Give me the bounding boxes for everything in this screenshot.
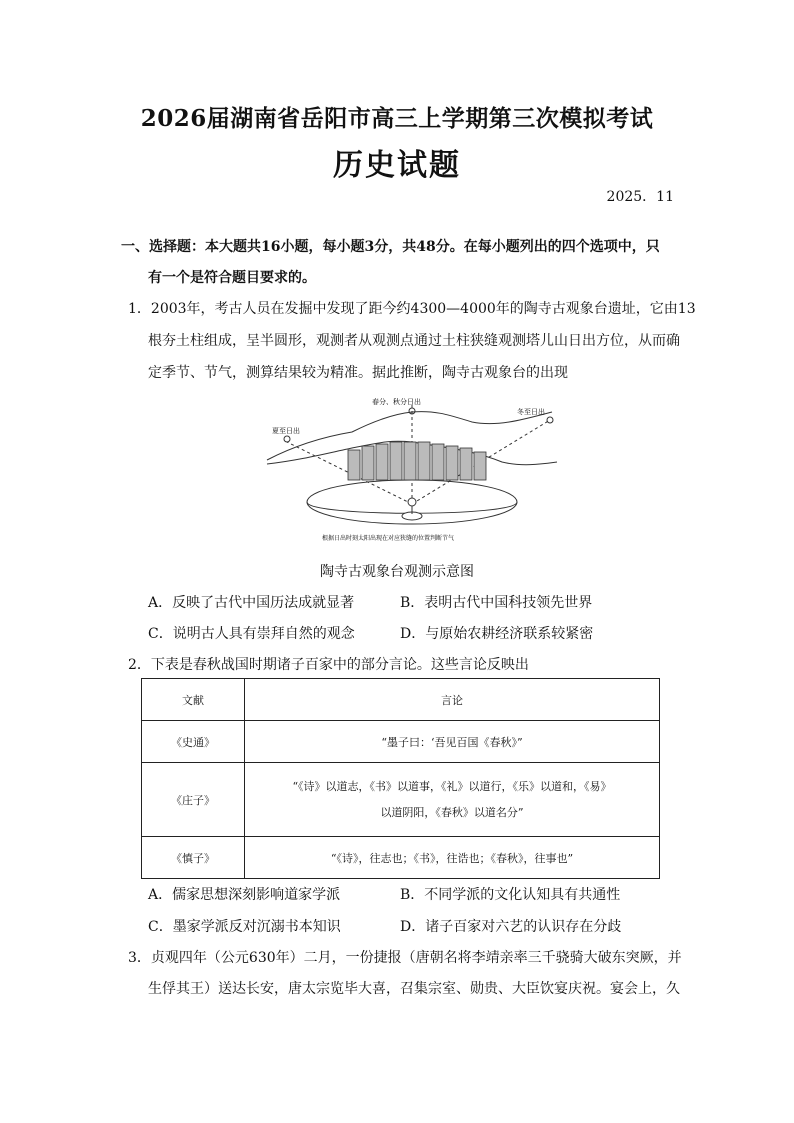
table-row: [142, 763, 660, 837]
figure-note: 根据日出时刻太阳出现在对应狭缝的位置判断节气: [322, 535, 455, 542]
exam-subject-title: 历史试题: [333, 148, 461, 183]
q1-stem-line3: 定季节、节气，测算结果较为精准。据此推断，陶寺古观象台的出现: [148, 365, 568, 381]
exam-title: 2026届湖南省岳阳市高三上学期第三次模拟考试: [140, 105, 654, 132]
q1-option-a[interactable]: A．反映了古代中国历法成就显著: [148, 595, 355, 611]
section-heading-line1: 一、选择题：本大题共16小题，每小题3分，共48分。在每小题列出的四个选项中，只: [121, 239, 660, 255]
table-cell-source: 《庄子》: [142, 763, 245, 837]
q2-option-b[interactable]: B．不同学派的文化认知具有共通性: [400, 887, 621, 903]
table-row: [142, 837, 660, 879]
table-header-source: 文献: [142, 679, 245, 721]
table-cell-source: 《史通》: [142, 721, 245, 763]
label-equinox: 春分、秋分日出: [372, 398, 421, 406]
q2-option-a[interactable]: A．儒家思想深刻影响道家学派: [148, 887, 341, 903]
label-summer-solstice: 夏至日出: [272, 427, 300, 435]
exam-date: 2025．11: [606, 189, 674, 205]
q1-option-d[interactable]: D．与原始农耕经济联系较紧密: [400, 626, 594, 642]
table-header-quote: 言论: [245, 679, 660, 721]
q2-option-c[interactable]: C．墨家学派反对沉溺书本知识: [148, 919, 341, 935]
q2-option-d[interactable]: D．诸子百家对六艺的认识存在分歧: [400, 919, 622, 935]
table-cell-source: 《慎子》: [142, 837, 245, 879]
table-cell-quote: “墨子曰：‘吾见百国《春秋》”: [245, 721, 660, 763]
observatory-diagram: [262, 392, 562, 546]
q2-stem: 2．下表是春秋战国时期诸子百家中的部分言论。这些言论反映出: [128, 657, 529, 673]
table-cell-quote: “《诗》，往志也；《书》，往诰也；《春秋》，往事也”: [245, 837, 660, 879]
table-cell-quote-line2: 以道阴阳，《春秋》以道名分”: [380, 805, 524, 819]
q1-stem-line2: 根夯土柱组成，呈半圆形，观测者从观测点通过土柱狭缝观测塔儿山日出方位，从而确: [148, 333, 680, 349]
q2-table: [141, 678, 660, 879]
q1-option-c[interactable]: C．说明古人具有崇拜自然的观念: [148, 626, 355, 642]
q1-stem-line1: 1．2003年，考古人员在发掘中发现了距今约4300—4000年的陶寺古观象台遗址，它由13: [128, 301, 696, 317]
table-cell-quote: [245, 763, 660, 837]
section-heading-line2: 有一个是符合题目要求的。: [148, 270, 316, 286]
table-row: [142, 721, 660, 763]
q3-stem-line1: 3．贞观四年（公元630年）二月，一份捷报（唐朝名将李靖亲率三千骁骑大破东突厥，并: [128, 950, 682, 966]
label-winter-solstice: 冬至日出: [517, 408, 545, 416]
figure-caption: 陶寺古观象台观测示意图: [320, 564, 474, 580]
table-cell-quote-line1: “《诗》以道志，《书》以道事，《礼》以道行，《乐》以道和，《易》: [292, 779, 612, 793]
table-header-row: [142, 679, 660, 721]
q1-option-b[interactable]: B．表明古代中国科技领先世界: [400, 595, 593, 611]
q3-stem-line2: 生俘其王）送达长安，唐太宗览毕大喜，召集宗室、勋贵、大臣饮宴庆祝。宴会上，久: [148, 981, 680, 997]
